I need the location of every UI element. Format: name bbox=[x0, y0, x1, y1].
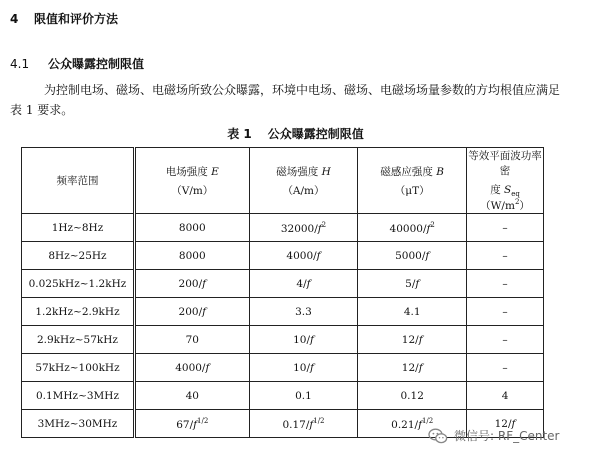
cell-frequency: 57kHz~100kHz bbox=[22, 354, 135, 382]
wechat-icon bbox=[428, 428, 448, 444]
cell-frequency: 1.2kHz~2.9kHz bbox=[22, 298, 135, 326]
cell-magnetic-induction: 12/f bbox=[358, 326, 467, 354]
cell-magnetic-field: 3.3 bbox=[249, 298, 358, 326]
header-power-density bbox=[467, 148, 544, 214]
section-heading bbox=[10, 10, 118, 27]
table-body bbox=[22, 214, 544, 438]
cell-magnetic-induction: $0.21/f^{1/2}$ bbox=[358, 410, 467, 438]
table-row bbox=[22, 326, 544, 354]
subsection-heading bbox=[10, 55, 144, 72]
watermark-text: 微信号: RF_Center bbox=[454, 429, 560, 443]
paragraph-line-1: 为控制电场、磁场、电磁场所致公众曝露，环境中电场、磁场、电磁场场量参数的方均根值应满足 bbox=[44, 83, 561, 97]
cell-electric-field: 40 bbox=[134, 382, 249, 410]
cell-power-density: 12/f bbox=[467, 410, 544, 438]
cell-magnetic-field: 10/f bbox=[249, 326, 358, 354]
header-label: 磁感应强度 B bbox=[380, 165, 444, 178]
header-electric-field bbox=[134, 148, 249, 214]
table-header-row bbox=[22, 148, 544, 214]
cell-power-density: – bbox=[467, 298, 544, 326]
cell-frequency: 3MHz~30MHz bbox=[22, 410, 135, 438]
subsection-number: 4.1 bbox=[10, 57, 30, 71]
header-unit: （μT） bbox=[394, 184, 430, 197]
table-row bbox=[22, 298, 544, 326]
cell-magnetic-field: $32000/f^2$ bbox=[249, 214, 358, 242]
table-caption-number: 表 1 bbox=[227, 127, 252, 141]
cell-magnetic-field: 0.1 bbox=[249, 382, 358, 410]
cell-magnetic-field: 4/f bbox=[249, 270, 358, 298]
cell-frequency: 0.1MHz~3MHz bbox=[22, 382, 135, 410]
cell-power-density: 4 bbox=[467, 382, 544, 410]
cell-frequency: 0.025kHz~1.2kHz bbox=[22, 270, 135, 298]
body-paragraph bbox=[10, 80, 580, 120]
table-row bbox=[22, 242, 544, 270]
table-caption bbox=[0, 125, 591, 142]
cell-frequency: 2.9kHz~57kHz bbox=[22, 326, 135, 354]
header-label: 磁场强度 H bbox=[276, 165, 331, 178]
cell-electric-field: 70 bbox=[134, 326, 249, 354]
header-unit: （V/m） bbox=[171, 184, 214, 197]
cell-power-density: – bbox=[467, 270, 544, 298]
cell-magnetic-field: 4000/f bbox=[249, 242, 358, 270]
cell-frequency: 1Hz~8Hz bbox=[22, 214, 135, 242]
limits-table bbox=[21, 147, 544, 438]
cell-power-density: – bbox=[467, 354, 544, 382]
cell-magnetic-induction: 12/f bbox=[358, 354, 467, 382]
cell-electric-field: 200/f bbox=[134, 298, 249, 326]
paragraph-line-2: 表 1 要求。 bbox=[10, 103, 74, 117]
header-frequency-range bbox=[22, 148, 135, 214]
header-label: 频率范围 bbox=[56, 175, 99, 188]
cell-magnetic-induction: 4.1 bbox=[358, 298, 467, 326]
table-row bbox=[22, 214, 544, 242]
cell-electric-field: 4000/f bbox=[134, 354, 249, 382]
header-unit: （A/m） bbox=[282, 184, 325, 197]
cell-magnetic-induction: $40000/f^2$ bbox=[358, 214, 467, 242]
cell-electric-field: 200/f bbox=[134, 270, 249, 298]
cell-magnetic-field: 10/f bbox=[249, 354, 358, 382]
cell-magnetic-induction: 0.12 bbox=[358, 382, 467, 410]
cell-power-density: – bbox=[467, 214, 544, 242]
table-row bbox=[22, 270, 544, 298]
cell-electric-field: 8000 bbox=[134, 242, 249, 270]
cell-power-density: – bbox=[467, 326, 544, 354]
table-row bbox=[22, 382, 544, 410]
header-label: 等效平面波功率密 bbox=[468, 150, 542, 177]
cell-magnetic-induction: 5/f bbox=[358, 270, 467, 298]
header-label: 电场强度 E bbox=[165, 165, 219, 178]
subsection-title: 公众曝露控制限值 bbox=[48, 57, 145, 71]
section-title: 限值和评价方法 bbox=[34, 12, 119, 26]
header-magnetic-induction bbox=[358, 148, 467, 214]
header-magnetic-field bbox=[249, 148, 358, 214]
cell-electric-field: 8000 bbox=[134, 214, 249, 242]
cell-electric-field: $67/f^{1/2}$ bbox=[134, 410, 249, 438]
watermark bbox=[428, 427, 560, 444]
cell-magnetic-field: $0.17/f^{1/2}$ bbox=[249, 410, 358, 438]
header-unit: 度 $S_{eq}$ $(W/m^2)$ bbox=[480, 184, 530, 213]
table-row bbox=[22, 354, 544, 382]
cell-magnetic-induction: 5000/f bbox=[358, 242, 467, 270]
section-number: 4 bbox=[10, 12, 19, 26]
table-caption-title: 公众曝露控制限值 bbox=[267, 127, 364, 141]
cell-power-density: – bbox=[467, 242, 544, 270]
cell-frequency: 8Hz~25Hz bbox=[22, 242, 135, 270]
